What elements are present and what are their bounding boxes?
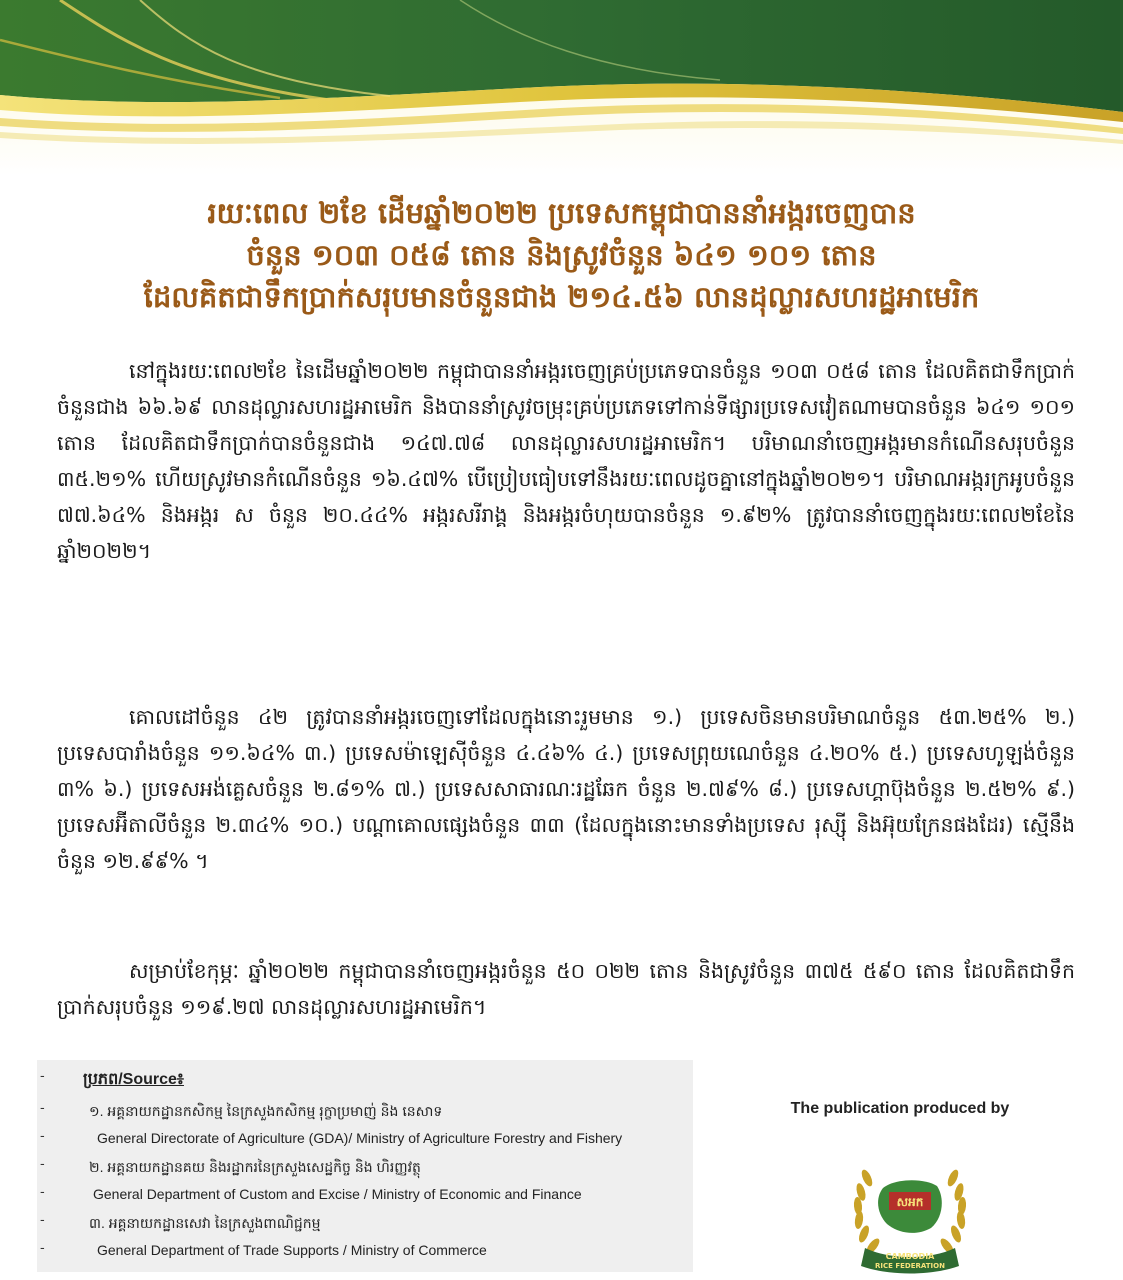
source-item (37, 1098, 693, 1126)
paragraph-export-summary: នៅក្នុងរយៈពេល២ខែ នៃដើមឆ្នាំ២០២២ កម្ពុជាបាននាំអង្ករចេញគ្រប់ប្រភេទបានចំនួន ១០៣ ០៥៨ តោន ដែលគិតជាទឹកប្រាក់ចំនួនជាង ៦៦.៦៩ លានដុល្លារសហរដ្ឋអាមេរិក និងបាននាំស្រូវចម្រុះគ្រប់ប្រភេទទៅកាន់ទីផ្សារប្រទេសវៀតណាមបានចំនួន ៦៤១ ១០១ តោន ដែលគិតជាទឹកប្រាក់បានចំនួនជាង ១៤៧.៧៨ លានដុល្លារសហរដ្ឋអាមេរិក។ បរិមាណនាំចេញអង្ករមានកំណើនសរុបចំនួន ៣៥.២១% ហើយស្រូវមានកំណើនចំនួន ១៦.៤៧% បើប្រៀបធៀបទៅនឹងរយៈពេលដូចគ្នានៅក្នុងឆ្នាំ២០២១។ បរិមាណអង្ករក្រអូបចំនួន ៧៧.៦៤% និងអង្ករ ស ចំនួន ២០.៤៤% អង្ករសរីរាង្គ និងអង្ករចំហុយបានចំនួន ១.៩២% ត្រូវបាននាំចេញក្នុងរយៈពេល២ខែនៃឆ្នាំ២០២២។ (57, 359, 1075, 563)
bullet-dash: - (40, 1069, 45, 1084)
source-item (37, 1126, 693, 1154)
sources-box (37, 1060, 693, 1272)
sources-heading-row (37, 1066, 693, 1094)
source-item-text: General Directorate of Agriculture (GDA)/ Ministry of Agriculture Forestry and Fishery (97, 1130, 623, 1146)
headline-line-3: ដែលគិតជាទឹកប្រាក់សរុបមានចំនួនជាង ២១៤.៥៦ លានដុល្លារសហរដ្ឋអាមេរិក (143, 280, 980, 314)
source-item-text: General Department of Trade Supports / Ministry of Commerce (97, 1242, 487, 1258)
source-item-text: ១. អគ្គនាយកដ្ឋានកសិកម្ម នៃក្រសួងកសិកម្ម រុក្ខាប្រមាញ់ និង នេសាទ (89, 1103, 443, 1119)
bullet-dash: - (40, 1101, 45, 1116)
source-item-text: General Department of Custom and Excise / Ministry of Economic and Finance (93, 1186, 582, 1202)
source-item (37, 1182, 693, 1210)
bullet-dash: - (40, 1129, 45, 1144)
source-item (37, 1238, 693, 1266)
source-item-text: ៣. អគ្គនាយកដ្ឋានសេវា នៃក្រសួងពាណិជ្ជកម្ម (89, 1215, 321, 1231)
source-item (37, 1210, 693, 1238)
logo-caption-1: CAMBODIA (885, 1252, 935, 1261)
cambodia-rice-federation-logo (845, 1148, 975, 1276)
sources-heading: ប្រភព/Source៖ (83, 1071, 184, 1088)
bullet-dash: - (40, 1213, 45, 1228)
paragraph-destinations: គោលដៅចំនួន ៤២ ត្រូវបាននាំអង្ករចេញទៅដែលក្នុងនោះរួមមាន ១.) ប្រទេសចិនមានបរិមាណចំនួន ៥៣.២៥% ២.) ប្រទេសបារាំងចំនួន ១១.៦៤% ៣.) ប្រទេសម៉ាឡេស៊ីចំនួន ៤.៤៦% ៤.) ប្រទេសព្រុយណេចំនួន ៤.២០% ៥.) ប្រទេសហូឡង់ចំនួន ៣% ៦.) ប្រទេសអង់គ្លេសចំនួន ២.៨១% ៧.) ប្រទេសសាធារណៈរដ្ឋឆែក ចំនួន ២.៧៩% ៨.) ប្រទេសហ្គាប៊ុងចំនួន ២.៥២% ៩.) ប្រទេសអ៊ីតាលីចំនួន ២.៣៤% ១០.) បណ្ដាគោលផ្សេងចំនួន ៣៣ (ដែលក្នុងនោះមានទាំងប្រទេស រុស្ស៊ី និងអ៊ុយក្រែនផងដែរ) ស្មើនឹងចំនួន ១២.៩៩% ។ (57, 705, 1075, 873)
logo-text: សអក (896, 1195, 924, 1209)
headline-line-1: រយៈពេល ២ខែ ដើមឆ្នាំ២០២២ ប្រទេសកម្ពុជាបាននាំអង្ករចេញបាន (207, 196, 916, 230)
logo-caption-2: RICE FEDERATION (875, 1262, 945, 1270)
headline (40, 192, 1083, 318)
bullet-dash: - (40, 1185, 45, 1200)
headline-line-2: ចំនួន ១០៣ ០៥៨ តោន និងស្រូវចំនួន ៦៤១ ១០១ តោន (246, 238, 877, 272)
paragraph-february: សម្រាប់ខែកុម្ភៈ ឆ្នាំ២០២២ កម្ពុជាបាននាំចេញអង្ករចំនួន ៥០ ០២២ តោន និងស្រូវចំនួន ៣៧៥ ៥៩០ តោន ដែលគិតជាទឹកប្រាក់សរុបចំនួន ១១៩.២៧ លានដុល្លារសហរដ្ឋអាមេរិក។ (57, 959, 1075, 1019)
source-item (37, 1154, 693, 1182)
publication-credit: The publication produced by (790, 1100, 1010, 1117)
bullet-dash: - (40, 1157, 45, 1172)
header-banner (0, 0, 1123, 175)
bullet-dash: - (40, 1241, 45, 1256)
source-item-text: ២. អគ្គនាយកដ្ឋានគយ និងរដ្ឋាករនៃក្រសួងសេដ្ឋកិច្ច និង ហិរញ្ញវត្ថុ (89, 1159, 421, 1175)
